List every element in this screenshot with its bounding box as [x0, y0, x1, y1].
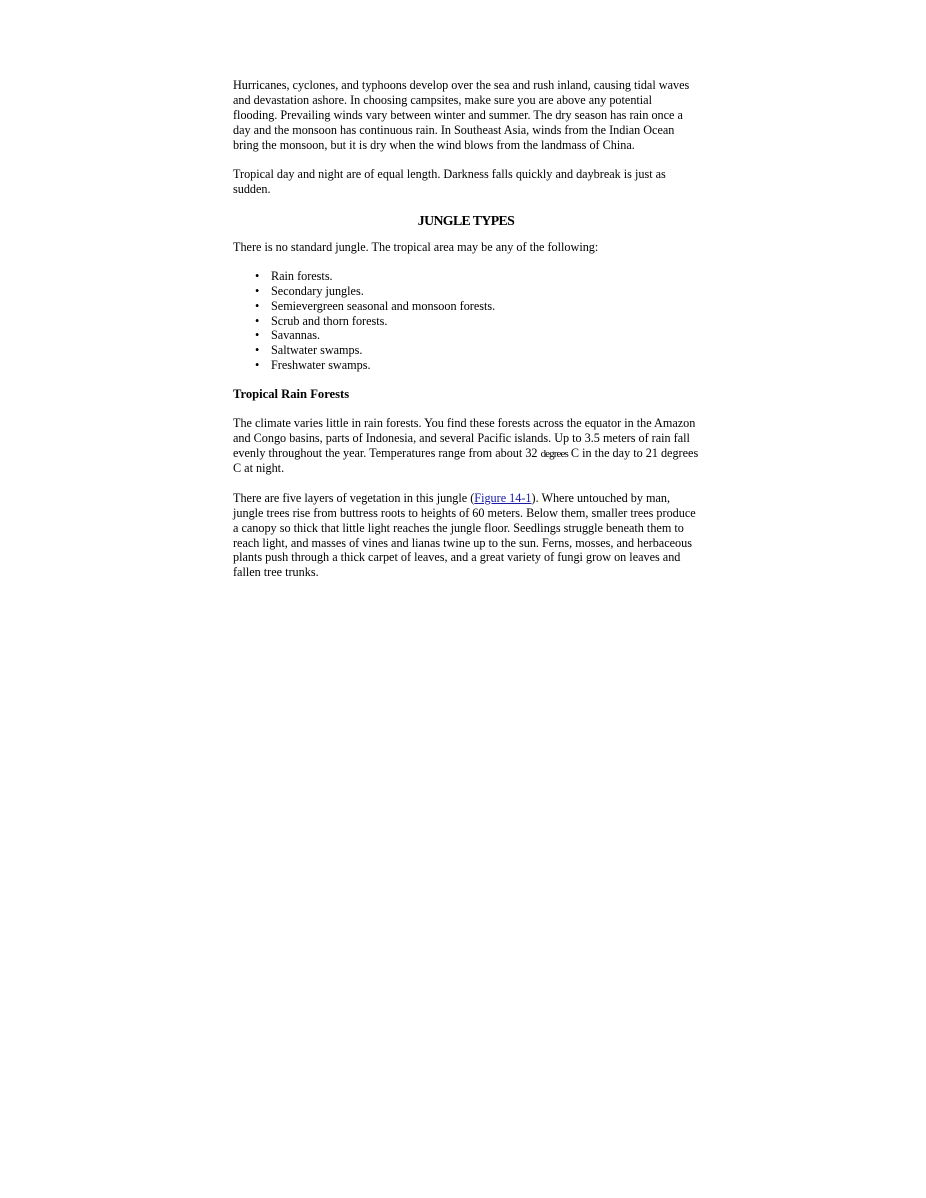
list-item: • Saltwater swamps. — [255, 343, 363, 358]
paragraph-day-night: Tropical day and night are of equal length. Darkness falls quickly and daybreak is just as sudden. — [233, 167, 666, 196]
bullet-icon: • — [255, 313, 260, 328]
subheading-tropical-rain-forests: Tropical Rain Forests — [233, 386, 350, 401]
bullet-icon: • — [255, 358, 260, 373]
jungle-types-list — [233, 269, 699, 373]
list-item: • Semievergreen seasonal and monsoon forests. — [255, 298, 496, 313]
list-item: • Freshwater swamps. — [255, 358, 371, 373]
list-item: • Secondary jungles. — [255, 284, 364, 299]
list-item: • Rain forests. — [255, 269, 333, 284]
list-item: • Scrub and thorn forests. — [255, 313, 388, 328]
bullet-icon: • — [255, 328, 260, 343]
paragraph-jungle-intro: There is no standard jungle. The tropical area may be any of the following: — [233, 239, 599, 254]
paragraph-storms: Hurricanes, cyclones, and typhoons develop over the sea and rush inland, causing tidal waves and devastation ashore. In choosing campsites, make sure you are above any potential flooding. Prevailing winds vary between winter and summer. The dry season has rain once a day and the monsoon has continuous rain. In Southeast Asia, winds from the Indian Ocean bring the monsoon, but it is dry when the wind blows from the landmass of China. — [233, 78, 690, 152]
bullet-icon: • — [255, 269, 260, 284]
document-page — [233, 78, 699, 580]
paragraph-vegetation-layers: There are five layers of vegetation in this jungle (Figure 14-1). Where untouched by man, jungle trees rise from buttress roots to heights of 60 meters. Below them, smaller trees produce a canopy so thick that little light reaches the jungle floor. Seedlings struggle beneath them to reach light, and masses of vines and lianas twine up to the sun. Ferns, mosses, and herbaceous plants push through a thick carpet of leaves, and a great variety of fungi grow on leaves and fallen tree trunks. — [233, 490, 696, 580]
bullet-icon: • — [255, 284, 260, 299]
bullet-icon: • — [255, 298, 260, 313]
figure-14-1-link[interactable]: Figure 14-1 — [474, 490, 532, 505]
list-item: • Savannas. — [255, 328, 321, 343]
section-heading-jungle-types: JUNGLE TYPES — [417, 212, 515, 228]
paragraph-rain-forest-climate: The climate varies little in rain forests. You find these forests across the equator in the Amazon and Congo basins, parts of Indonesia, and several Pacific islands. Up to 3.5 meters of rain fall evenly throughout the year. Temperatures range from about 32 degrees C in the day to 21 degrees C at night. — [233, 415, 699, 476]
bullet-icon: • — [255, 343, 260, 358]
